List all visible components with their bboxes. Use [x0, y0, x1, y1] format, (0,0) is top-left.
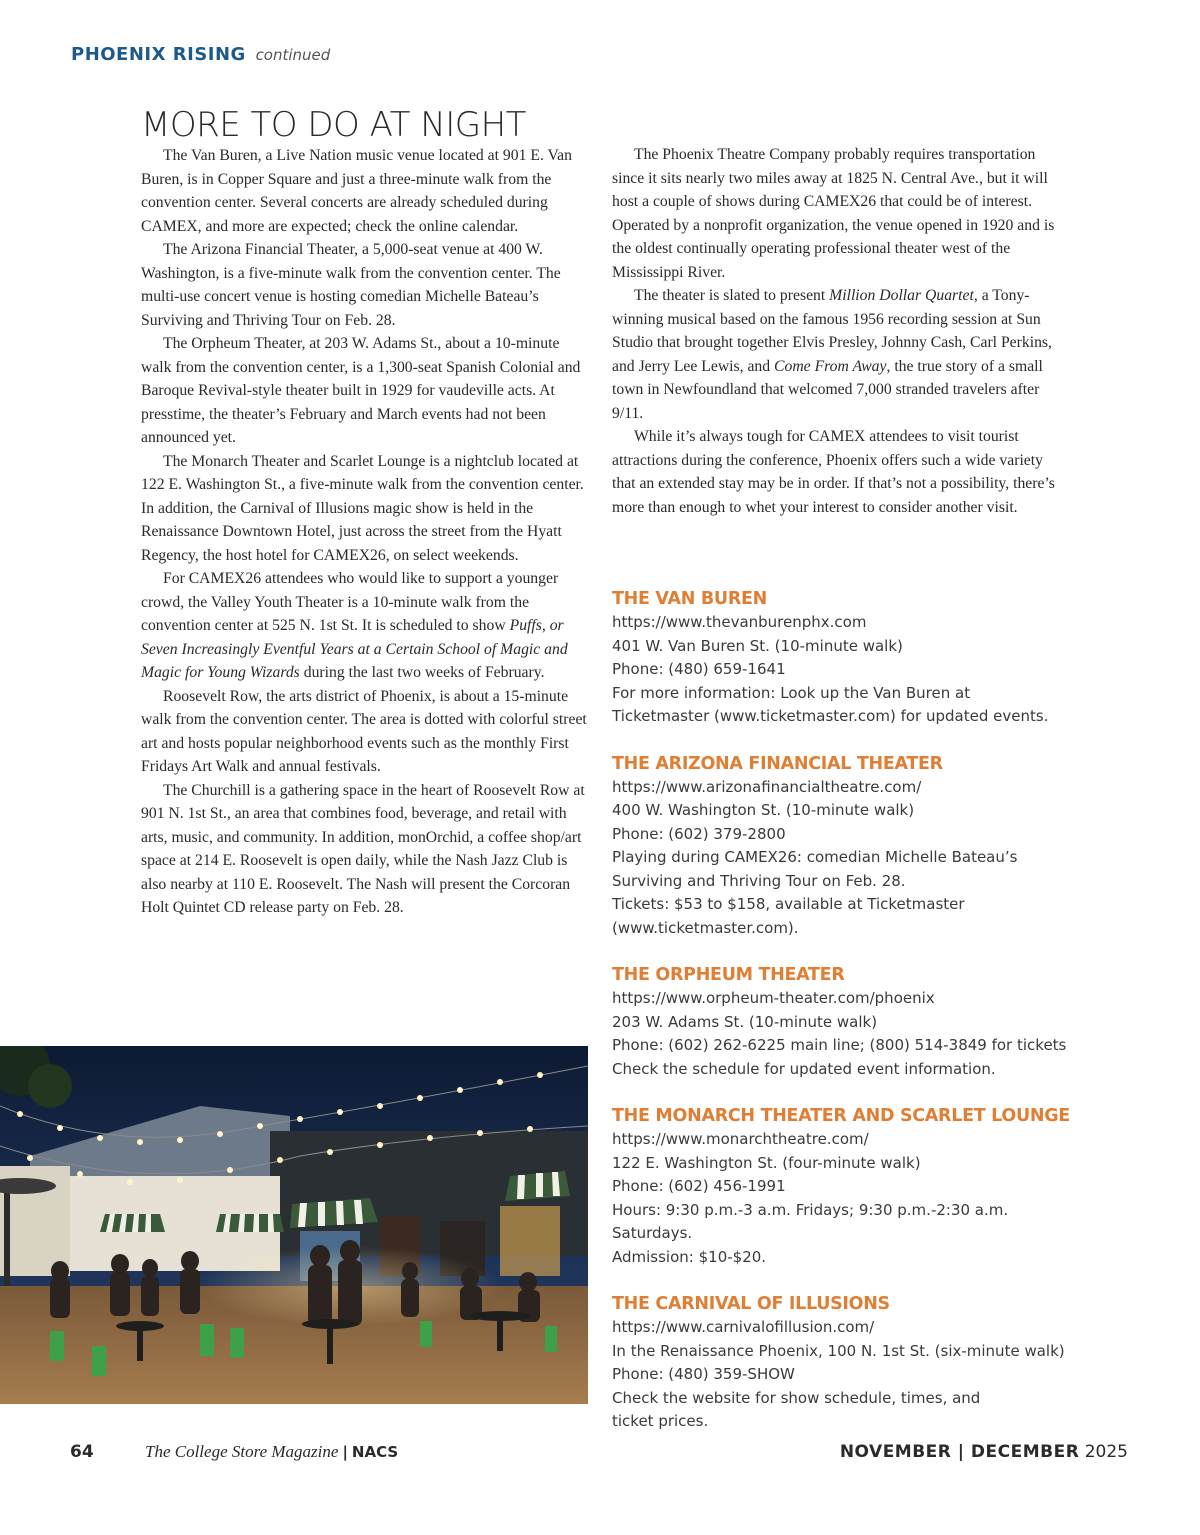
body-paragraph: [141, 144, 593, 238]
italic-title-text: Puffs, or Seven Increasingly Eventful Years at a Certain School of Magic and Magic for Young Wizards: [141, 617, 568, 681]
venue-detail: Ticketmaster (www.ticketmaster.com) for updated events.: [612, 707, 1049, 725]
venue-detail: Hours: 9:30 p.m.-3 a.m. Fridays; 9:30 p.m.-2:30 a.m.: [612, 1200, 1009, 1219]
venue-listing: [612, 964, 1082, 1081]
venue-url-link[interactable]: https://www.orpheum-theater.com/phoenix: [612, 989, 935, 1007]
paragraph-text: The Arizona Financial Theater, a 5,000-seat venue at 400 W. Washington, is a five-minute walk from the convention center. The multi-use concert venue is hosting comedian Michelle Bateau’s Surviving and Thriving Tour on Feb. 28.: [141, 241, 561, 329]
paragraph-text: The Monarch Theater and Scarlet Lounge is a nightclub located at 122 E. Washington St., a five-minute walk from the convention center. In addition, the Carnival of Illusions magic show is held in the Renaissance Downtown Hotel, just across the street from the Hyatt Regency, the host hotel for CAMEX26, on select weekends.: [141, 452, 584, 564]
issue-year: 2025: [1084, 1442, 1128, 1462]
magazine-name-block: [145, 1438, 398, 1466]
italic-title-text: Million Dollar Quartet: [829, 287, 974, 304]
page-number: 64: [70, 1442, 94, 1462]
venue-detail: Phone: (480) 359-SHOW: [612, 1365, 795, 1383]
section-name: PHOENIX RISING: [71, 44, 246, 65]
venue-listing: [612, 1293, 1082, 1434]
venue-listing: [612, 588, 1082, 729]
paragraph-text: Roosevelt Row, the arts district of Phoenix, is about a 15-minute walk from the convention center. The area is dotted with colorful street art and hosts popular neighborhood events such as the monthly First Fridays Art Walk and annual festivals.: [141, 687, 587, 775]
venue-detail: Phone: (602) 262-6225 main line; (800) 514-3849 for tickets: [612, 1036, 1067, 1054]
venue-detail: Check the website for show schedule, times, and: [612, 1388, 981, 1407]
body-paragraph: [141, 238, 593, 332]
paragraph-text: The theater is slated to present: [634, 287, 830, 304]
paragraph-text: during the last two weeks of February.: [299, 664, 545, 681]
body-paragraph: [141, 332, 593, 450]
venue-name: THE MONARCH THEATER AND SCARLET LOUNGE: [612, 1106, 1070, 1126]
publisher-name: NACS: [351, 1443, 399, 1461]
venue-url-link[interactable]: https://www.arizonafinancialtheatre.com/: [612, 777, 922, 796]
right-column-text: [612, 143, 1070, 519]
paragraph-text: While it’s always tough for CAMEX attendees to visit tourist attractions during the conference, Phoenix offers such a wide variety that an extended stay may be in order. If that’s not a possibility, there’s more than enough to whet your interest to consider another visit.: [612, 428, 1055, 516]
paragraph-text: The Van Buren, a Live Nation music venue located at 901 E. Van Buren, is in Copper Square and just a three-minute walk from the convention center. Several concerts are already scheduled during CAMEX, and more are expected; check the online calendar.: [141, 147, 572, 235]
issue-months: NOVEMBER | DECEMBER: [839, 1442, 1080, 1462]
venue-name: THE VAN BUREN: [612, 589, 767, 609]
nightlife-patio-photo: [0, 1046, 588, 1404]
paragraph-text: The Churchill is a gathering space in the heart of Roosevelt Row at 901 N. 1st St., an area that combines food, beverage, and retail with arts, music, and community. In addition, monOrchid, a coffee shop/art space at 214 E. Roosevelt is open daily, while the Nash Jazz Club is also nearby at 110 E. Roosevelt. The Nash will present the Corcoran Holt Quintet CD release party on Feb. 28.: [141, 781, 585, 916]
venue-url-link[interactable]: https://www.carnivalofillusion.com/: [612, 1318, 875, 1336]
venue-detail: 203 W. Adams St. (10-minute walk): [612, 1012, 878, 1031]
venue-detail: Phone: (602) 456-1991: [612, 1177, 786, 1195]
venue-listing: [612, 1105, 1082, 1269]
body-paragraph: [141, 450, 593, 568]
venue-detail: In the Renaissance Phoenix, 100 N. 1st St. (six-minute walk): [612, 1341, 1065, 1360]
italic-title-text: Come From Away: [774, 357, 887, 375]
venue-detail: Saturdays.: [612, 1224, 693, 1242]
body-paragraph: [612, 284, 1070, 425]
venue-detail: Admission: $10-$20.: [612, 1247, 767, 1266]
body-paragraph: [141, 779, 593, 920]
body-paragraph: [141, 685, 593, 779]
paragraph-text: , a Tony-winning musical based on the famous 1956 recording session at Sun Studio that brought together Elvis Presley, Johnny Cash, Carl Perkins, and Jerry Lee Lewis, and: [612, 287, 1052, 375]
page-footer: [0, 1438, 1200, 1468]
paragraph-text: For CAMEX26 attendees who would like to support a younger crowd, the Valley Youth Theater is a 10-minute walk from the convention center at 525 N. 1st St. It is scheduled to show: [141, 570, 559, 634]
footer-separator: |: [342, 1443, 348, 1461]
venue-url-link[interactable]: https://www.thevanburenphx.com: [612, 613, 867, 631]
venue-name: THE ARIZONA FINANCIAL THEATER: [612, 753, 943, 774]
venue-detail: Check the schedule for updated event information.: [612, 1059, 996, 1078]
venue-listing: [612, 753, 1082, 941]
body-paragraph: [612, 425, 1070, 519]
venue-name: THE CARNIVAL OF ILLUSIONS: [612, 1294, 890, 1314]
body-paragraph: [141, 567, 593, 685]
venue-detail: For more information: Look up the Van Buren at: [612, 683, 971, 702]
venue-detail: Surviving and Thriving Tour on Feb. 28.: [612, 871, 906, 890]
article-title: MORE TO DO AT NIGHT: [141, 105, 526, 145]
venue-detail: Playing during CAMEX26: comedian Michelle Bateau’s: [612, 848, 1018, 866]
venue-detail: Phone: (602) 379-2800: [612, 824, 786, 843]
paragraph-text: The Phoenix Theatre Company probably requires transportation since it sits nearly two miles away at 1825 N. Central Ave., but it will host a couple of shows during CAMEX26 that could be of interest. Operated by a nonprofit organization, the venue opened in 1920 and is the oldest continually operating professional theater west of the Mississippi River.: [612, 146, 1055, 281]
venue-url-link[interactable]: https://www.monarchtheatre.com/: [612, 1130, 869, 1148]
venue-detail: 401 W. Van Buren St. (10-minute walk): [612, 636, 903, 655]
venue-name: THE ORPHEUM THEATER: [612, 965, 845, 985]
left-column-text: [141, 144, 593, 920]
venue-detail: (www.ticketmaster.com).: [612, 918, 799, 937]
venue-listings: [612, 588, 1082, 1434]
magazine-title: The College Store Magazine: [145, 1442, 339, 1461]
paragraph-text: , the true story of a small town in Newfoundland that welcomed 7,000 stranded travelers after 9/11.: [612, 357, 1043, 422]
issue-date: [840, 1438, 1128, 1466]
venue-detail: 400 W. Washington St. (10-minute walk): [612, 801, 915, 819]
body-paragraph: [612, 143, 1070, 284]
venue-detail: Phone: (480) 659-1641: [612, 660, 786, 678]
venue-detail: ticket prices.: [612, 1412, 709, 1430]
venue-detail: Tickets: $53 to $158, available at Ticketmaster: [612, 895, 965, 913]
section-header: [71, 43, 330, 67]
venue-detail: 122 E. Washington St. (four-minute walk): [612, 1153, 921, 1172]
continued-label: continued: [255, 46, 331, 64]
paragraph-text: The Orpheum Theater, at 203 W. Adams St., about a 10-minute walk from the convention center, is a 1,300-seat Spanish Colonial and Baroque Revival-style theater built in 1929 for vaudeville acts. At presstime, the theater’s February and March events had not been announced yet.: [141, 335, 581, 446]
